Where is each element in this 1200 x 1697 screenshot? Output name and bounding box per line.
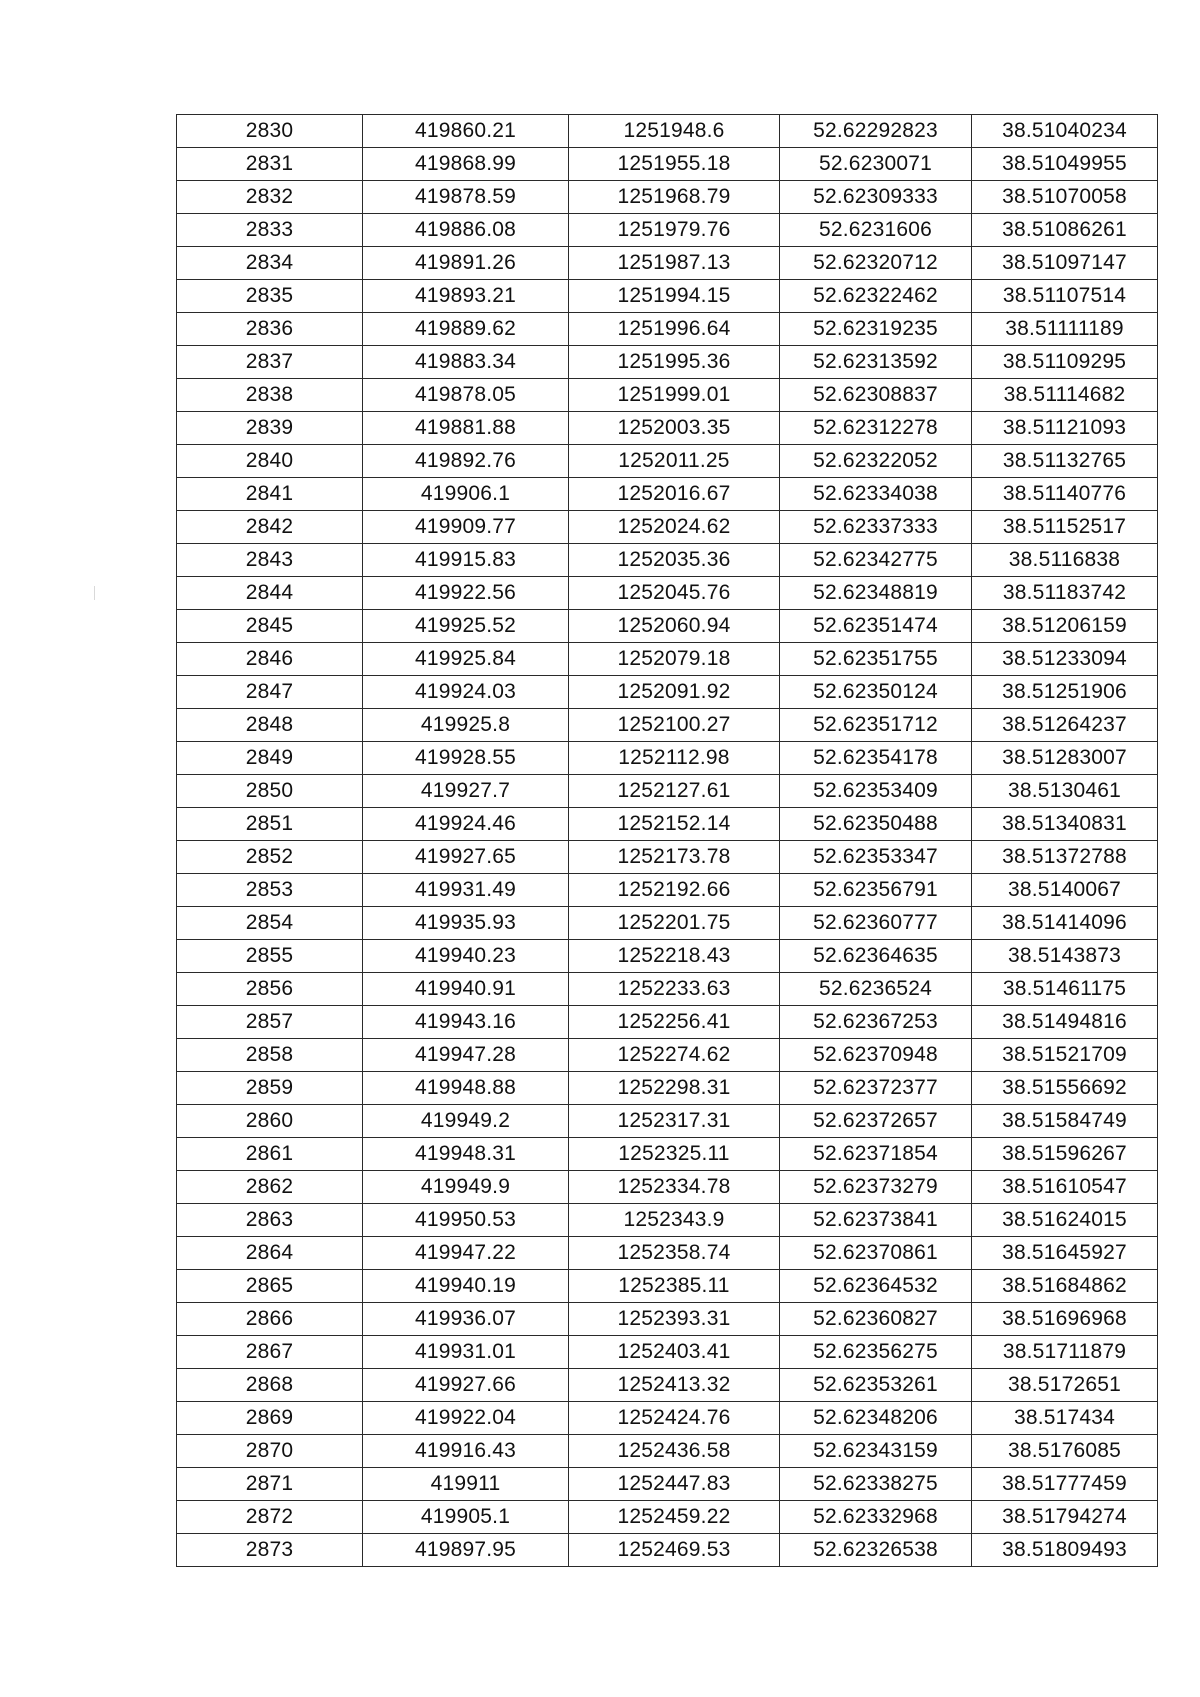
x-coordinate-cell: 419905.1 bbox=[363, 1501, 569, 1534]
point-number-cell: 2864 bbox=[177, 1237, 363, 1270]
point-number-cell: 2845 bbox=[177, 610, 363, 643]
latitude-cell: 52.62353409 bbox=[780, 775, 972, 808]
x-coordinate-cell: 419931.01 bbox=[363, 1336, 569, 1369]
x-coordinate-cell: 419868.99 bbox=[363, 148, 569, 181]
latitude-cell: 52.62360777 bbox=[780, 907, 972, 940]
latitude-cell: 52.62373279 bbox=[780, 1171, 972, 1204]
y-coordinate-cell: 1252274.62 bbox=[569, 1039, 780, 1072]
y-coordinate-cell: 1252060.94 bbox=[569, 610, 780, 643]
point-number-cell: 2854 bbox=[177, 907, 363, 940]
point-number-cell: 2855 bbox=[177, 940, 363, 973]
point-number-cell: 2870 bbox=[177, 1435, 363, 1468]
point-number-cell: 2861 bbox=[177, 1138, 363, 1171]
point-number-cell: 2842 bbox=[177, 511, 363, 544]
y-coordinate-cell: 1252100.27 bbox=[569, 709, 780, 742]
latitude-cell: 52.62309333 bbox=[780, 181, 972, 214]
x-coordinate-cell: 419922.56 bbox=[363, 577, 569, 610]
longitude-cell: 38.5143873 bbox=[972, 940, 1158, 973]
y-coordinate-cell: 1252436.58 bbox=[569, 1435, 780, 1468]
longitude-cell: 38.5176085 bbox=[972, 1435, 1158, 1468]
y-coordinate-cell: 1252256.41 bbox=[569, 1006, 780, 1039]
x-coordinate-cell: 419924.46 bbox=[363, 808, 569, 841]
longitude-cell: 38.517434 bbox=[972, 1402, 1158, 1435]
y-coordinate-cell: 1251996.64 bbox=[569, 313, 780, 346]
table-row bbox=[177, 742, 1158, 775]
latitude-cell: 52.62360827 bbox=[780, 1303, 972, 1336]
y-coordinate-cell: 1252325.11 bbox=[569, 1138, 780, 1171]
table-row bbox=[177, 379, 1158, 412]
latitude-cell: 52.62370861 bbox=[780, 1237, 972, 1270]
latitude-cell: 52.62338275 bbox=[780, 1468, 972, 1501]
point-number-cell: 2844 bbox=[177, 577, 363, 610]
y-coordinate-cell: 1252218.43 bbox=[569, 940, 780, 973]
y-coordinate-cell: 1252045.76 bbox=[569, 577, 780, 610]
x-coordinate-cell: 419860.21 bbox=[363, 115, 569, 148]
latitude-cell: 52.62348819 bbox=[780, 577, 972, 610]
longitude-cell: 38.51114682 bbox=[972, 379, 1158, 412]
point-number-cell: 2858 bbox=[177, 1039, 363, 1072]
latitude-cell: 52.62319235 bbox=[780, 313, 972, 346]
x-coordinate-cell: 419947.22 bbox=[363, 1237, 569, 1270]
longitude-cell: 38.51152517 bbox=[972, 511, 1158, 544]
latitude-cell: 52.62371854 bbox=[780, 1138, 972, 1171]
table-row bbox=[177, 1402, 1158, 1435]
y-coordinate-cell: 1251955.18 bbox=[569, 148, 780, 181]
table-row bbox=[177, 1369, 1158, 1402]
longitude-cell: 38.51264237 bbox=[972, 709, 1158, 742]
latitude-cell: 52.62322462 bbox=[780, 280, 972, 313]
longitude-cell: 38.51696968 bbox=[972, 1303, 1158, 1336]
y-coordinate-cell: 1252334.78 bbox=[569, 1171, 780, 1204]
x-coordinate-cell: 419927.7 bbox=[363, 775, 569, 808]
longitude-cell: 38.51645927 bbox=[972, 1237, 1158, 1270]
point-number-cell: 2871 bbox=[177, 1468, 363, 1501]
longitude-cell: 38.5130461 bbox=[972, 775, 1158, 808]
latitude-cell: 52.62372657 bbox=[780, 1105, 972, 1138]
latitude-cell: 52.62354178 bbox=[780, 742, 972, 775]
table-row bbox=[177, 181, 1158, 214]
x-coordinate-cell: 419935.93 bbox=[363, 907, 569, 940]
latitude-cell: 52.62351712 bbox=[780, 709, 972, 742]
table-row bbox=[177, 1303, 1158, 1336]
x-coordinate-cell: 419911 bbox=[363, 1468, 569, 1501]
y-coordinate-cell: 1252173.78 bbox=[569, 841, 780, 874]
latitude-cell: 52.62353261 bbox=[780, 1369, 972, 1402]
table-row bbox=[177, 1501, 1158, 1534]
table-row bbox=[177, 1138, 1158, 1171]
y-coordinate-cell: 1251948.6 bbox=[569, 115, 780, 148]
latitude-cell: 52.62350488 bbox=[780, 808, 972, 841]
table-row bbox=[177, 247, 1158, 280]
x-coordinate-cell: 419878.59 bbox=[363, 181, 569, 214]
coordinates-table bbox=[176, 114, 1158, 1567]
x-coordinate-cell: 419948.88 bbox=[363, 1072, 569, 1105]
x-coordinate-cell: 419925.8 bbox=[363, 709, 569, 742]
table-row bbox=[177, 874, 1158, 907]
longitude-cell: 38.51777459 bbox=[972, 1468, 1158, 1501]
longitude-cell: 38.51121093 bbox=[972, 412, 1158, 445]
y-coordinate-cell: 1251968.79 bbox=[569, 181, 780, 214]
table-row bbox=[177, 148, 1158, 181]
longitude-cell: 38.51624015 bbox=[972, 1204, 1158, 1237]
point-number-cell: 2869 bbox=[177, 1402, 363, 1435]
x-coordinate-cell: 419943.16 bbox=[363, 1006, 569, 1039]
latitude-cell: 52.62332968 bbox=[780, 1501, 972, 1534]
x-coordinate-cell: 419897.95 bbox=[363, 1534, 569, 1567]
table-row bbox=[177, 1270, 1158, 1303]
longitude-cell: 38.51414096 bbox=[972, 907, 1158, 940]
table-row bbox=[177, 1237, 1158, 1270]
table-row bbox=[177, 412, 1158, 445]
latitude-cell: 52.62364532 bbox=[780, 1270, 972, 1303]
longitude-cell: 38.51340831 bbox=[972, 808, 1158, 841]
y-coordinate-cell: 1252079.18 bbox=[569, 643, 780, 676]
y-coordinate-cell: 1251979.76 bbox=[569, 214, 780, 247]
table-row bbox=[177, 1039, 1158, 1072]
point-number-cell: 2865 bbox=[177, 1270, 363, 1303]
x-coordinate-cell: 419940.19 bbox=[363, 1270, 569, 1303]
y-coordinate-cell: 1251994.15 bbox=[569, 280, 780, 313]
longitude-cell: 38.51596267 bbox=[972, 1138, 1158, 1171]
point-number-cell: 2867 bbox=[177, 1336, 363, 1369]
y-coordinate-cell: 1252016.67 bbox=[569, 478, 780, 511]
latitude-cell: 52.62367253 bbox=[780, 1006, 972, 1039]
table-row bbox=[177, 610, 1158, 643]
point-number-cell: 2843 bbox=[177, 544, 363, 577]
longitude-cell: 38.51140776 bbox=[972, 478, 1158, 511]
longitude-cell: 38.51556692 bbox=[972, 1072, 1158, 1105]
table-row bbox=[177, 907, 1158, 940]
longitude-cell: 38.51809493 bbox=[972, 1534, 1158, 1567]
y-coordinate-cell: 1251995.36 bbox=[569, 346, 780, 379]
latitude-cell: 52.62372377 bbox=[780, 1072, 972, 1105]
y-coordinate-cell: 1252413.32 bbox=[569, 1369, 780, 1402]
point-number-cell: 2841 bbox=[177, 478, 363, 511]
longitude-cell: 38.51070058 bbox=[972, 181, 1158, 214]
longitude-cell: 38.51610547 bbox=[972, 1171, 1158, 1204]
latitude-cell: 52.62351474 bbox=[780, 610, 972, 643]
table-row bbox=[177, 709, 1158, 742]
y-coordinate-cell: 1252343.9 bbox=[569, 1204, 780, 1237]
latitude-cell: 52.6236524 bbox=[780, 973, 972, 1006]
point-number-cell: 2833 bbox=[177, 214, 363, 247]
table-row bbox=[177, 808, 1158, 841]
latitude-cell: 52.62308837 bbox=[780, 379, 972, 412]
x-coordinate-cell: 419893.21 bbox=[363, 280, 569, 313]
x-coordinate-cell: 419883.34 bbox=[363, 346, 569, 379]
table-row bbox=[177, 115, 1158, 148]
longitude-cell: 38.51584749 bbox=[972, 1105, 1158, 1138]
latitude-cell: 52.62373841 bbox=[780, 1204, 972, 1237]
table-row bbox=[177, 973, 1158, 1006]
latitude-cell: 52.62370948 bbox=[780, 1039, 972, 1072]
x-coordinate-cell: 419936.07 bbox=[363, 1303, 569, 1336]
y-coordinate-cell: 1252447.83 bbox=[569, 1468, 780, 1501]
x-coordinate-cell: 419940.23 bbox=[363, 940, 569, 973]
y-coordinate-cell: 1252091.92 bbox=[569, 676, 780, 709]
table-row bbox=[177, 1105, 1158, 1138]
latitude-cell: 52.6231606 bbox=[780, 214, 972, 247]
table-row bbox=[177, 544, 1158, 577]
table-row bbox=[177, 1171, 1158, 1204]
x-coordinate-cell: 419927.66 bbox=[363, 1369, 569, 1402]
point-number-cell: 2832 bbox=[177, 181, 363, 214]
x-coordinate-cell: 419928.55 bbox=[363, 742, 569, 775]
y-coordinate-cell: 1252003.35 bbox=[569, 412, 780, 445]
table-row bbox=[177, 1336, 1158, 1369]
point-number-cell: 2868 bbox=[177, 1369, 363, 1402]
table-row bbox=[177, 214, 1158, 247]
longitude-cell: 38.51086261 bbox=[972, 214, 1158, 247]
longitude-cell: 38.51711879 bbox=[972, 1336, 1158, 1369]
y-coordinate-cell: 1252201.75 bbox=[569, 907, 780, 940]
x-coordinate-cell: 419922.04 bbox=[363, 1402, 569, 1435]
table-row bbox=[177, 1072, 1158, 1105]
point-number-cell: 2834 bbox=[177, 247, 363, 280]
longitude-cell: 38.51794274 bbox=[972, 1501, 1158, 1534]
longitude-cell: 38.51233094 bbox=[972, 643, 1158, 676]
table-row bbox=[177, 280, 1158, 313]
latitude-cell: 52.62334038 bbox=[780, 478, 972, 511]
point-number-cell: 2830 bbox=[177, 115, 363, 148]
y-coordinate-cell: 1252152.14 bbox=[569, 808, 780, 841]
y-coordinate-cell: 1252035.36 bbox=[569, 544, 780, 577]
longitude-cell: 38.51283007 bbox=[972, 742, 1158, 775]
longitude-cell: 38.51109295 bbox=[972, 346, 1158, 379]
latitude-cell: 52.62342775 bbox=[780, 544, 972, 577]
point-number-cell: 2856 bbox=[177, 973, 363, 1006]
y-coordinate-cell: 1252358.74 bbox=[569, 1237, 780, 1270]
point-number-cell: 2862 bbox=[177, 1171, 363, 1204]
point-number-cell: 2835 bbox=[177, 280, 363, 313]
table-row bbox=[177, 445, 1158, 478]
x-coordinate-cell: 419892.76 bbox=[363, 445, 569, 478]
x-coordinate-cell: 419947.28 bbox=[363, 1039, 569, 1072]
y-coordinate-cell: 1252385.11 bbox=[569, 1270, 780, 1303]
point-number-cell: 2838 bbox=[177, 379, 363, 412]
latitude-cell: 52.62313592 bbox=[780, 346, 972, 379]
longitude-cell: 38.51107514 bbox=[972, 280, 1158, 313]
longitude-cell: 38.51206159 bbox=[972, 610, 1158, 643]
latitude-cell: 52.62312278 bbox=[780, 412, 972, 445]
latitude-cell: 52.62292823 bbox=[780, 115, 972, 148]
latitude-cell: 52.6230071 bbox=[780, 148, 972, 181]
longitude-cell: 38.51111189 bbox=[972, 313, 1158, 346]
x-coordinate-cell: 419886.08 bbox=[363, 214, 569, 247]
latitude-cell: 52.62320712 bbox=[780, 247, 972, 280]
table-row bbox=[177, 643, 1158, 676]
point-number-cell: 2848 bbox=[177, 709, 363, 742]
point-number-cell: 2847 bbox=[177, 676, 363, 709]
x-coordinate-cell: 419940.91 bbox=[363, 973, 569, 1006]
point-number-cell: 2863 bbox=[177, 1204, 363, 1237]
point-number-cell: 2837 bbox=[177, 346, 363, 379]
point-number-cell: 2872 bbox=[177, 1501, 363, 1534]
longitude-cell: 38.51183742 bbox=[972, 577, 1158, 610]
longitude-cell: 38.51494816 bbox=[972, 1006, 1158, 1039]
point-number-cell: 2850 bbox=[177, 775, 363, 808]
y-coordinate-cell: 1252127.61 bbox=[569, 775, 780, 808]
scan-artifact-mark bbox=[94, 586, 95, 600]
x-coordinate-cell: 419891.26 bbox=[363, 247, 569, 280]
x-coordinate-cell: 419931.49 bbox=[363, 874, 569, 907]
y-coordinate-cell: 1252424.76 bbox=[569, 1402, 780, 1435]
y-coordinate-cell: 1252233.63 bbox=[569, 973, 780, 1006]
latitude-cell: 52.62351755 bbox=[780, 643, 972, 676]
latitude-cell: 52.62337333 bbox=[780, 511, 972, 544]
table-row bbox=[177, 775, 1158, 808]
x-coordinate-cell: 419906.1 bbox=[363, 478, 569, 511]
y-coordinate-cell: 1252469.53 bbox=[569, 1534, 780, 1567]
latitude-cell: 52.62353347 bbox=[780, 841, 972, 874]
point-number-cell: 2857 bbox=[177, 1006, 363, 1039]
y-coordinate-cell: 1252024.62 bbox=[569, 511, 780, 544]
longitude-cell: 38.5172651 bbox=[972, 1369, 1158, 1402]
x-coordinate-cell: 419924.03 bbox=[363, 676, 569, 709]
x-coordinate-cell: 419949.2 bbox=[363, 1105, 569, 1138]
table-row bbox=[177, 1204, 1158, 1237]
table-row bbox=[177, 577, 1158, 610]
y-coordinate-cell: 1252192.66 bbox=[569, 874, 780, 907]
x-coordinate-cell: 419915.83 bbox=[363, 544, 569, 577]
point-number-cell: 2846 bbox=[177, 643, 363, 676]
table-row bbox=[177, 676, 1158, 709]
longitude-cell: 38.51251906 bbox=[972, 676, 1158, 709]
point-number-cell: 2839 bbox=[177, 412, 363, 445]
table-row bbox=[177, 346, 1158, 379]
table-row bbox=[177, 940, 1158, 973]
longitude-cell: 38.51521709 bbox=[972, 1039, 1158, 1072]
y-coordinate-cell: 1251987.13 bbox=[569, 247, 780, 280]
point-number-cell: 2840 bbox=[177, 445, 363, 478]
x-coordinate-cell: 419925.52 bbox=[363, 610, 569, 643]
x-coordinate-cell: 419881.88 bbox=[363, 412, 569, 445]
y-coordinate-cell: 1252393.31 bbox=[569, 1303, 780, 1336]
y-coordinate-cell: 1252459.22 bbox=[569, 1501, 780, 1534]
latitude-cell: 52.62350124 bbox=[780, 676, 972, 709]
point-number-cell: 2860 bbox=[177, 1105, 363, 1138]
point-number-cell: 2866 bbox=[177, 1303, 363, 1336]
x-coordinate-cell: 419925.84 bbox=[363, 643, 569, 676]
table-row bbox=[177, 1435, 1158, 1468]
y-coordinate-cell: 1252403.41 bbox=[569, 1336, 780, 1369]
table-row bbox=[177, 1534, 1158, 1567]
x-coordinate-cell: 419950.53 bbox=[363, 1204, 569, 1237]
longitude-cell: 38.5140067 bbox=[972, 874, 1158, 907]
y-coordinate-cell: 1252011.25 bbox=[569, 445, 780, 478]
y-coordinate-cell: 1252112.98 bbox=[569, 742, 780, 775]
x-coordinate-cell: 419909.77 bbox=[363, 511, 569, 544]
point-number-cell: 2849 bbox=[177, 742, 363, 775]
table-row bbox=[177, 313, 1158, 346]
latitude-cell: 52.62348206 bbox=[780, 1402, 972, 1435]
latitude-cell: 52.62364635 bbox=[780, 940, 972, 973]
table-row bbox=[177, 1468, 1158, 1501]
y-coordinate-cell: 1252298.31 bbox=[569, 1072, 780, 1105]
longitude-cell: 38.51049955 bbox=[972, 148, 1158, 181]
point-number-cell: 2836 bbox=[177, 313, 363, 346]
longitude-cell: 38.51372788 bbox=[972, 841, 1158, 874]
x-coordinate-cell: 419889.62 bbox=[363, 313, 569, 346]
table-row bbox=[177, 1006, 1158, 1039]
y-coordinate-cell: 1252317.31 bbox=[569, 1105, 780, 1138]
longitude-cell: 38.51040234 bbox=[972, 115, 1158, 148]
x-coordinate-cell: 419948.31 bbox=[363, 1138, 569, 1171]
latitude-cell: 52.62322052 bbox=[780, 445, 972, 478]
x-coordinate-cell: 419916.43 bbox=[363, 1435, 569, 1468]
table-row bbox=[177, 841, 1158, 874]
latitude-cell: 52.62356791 bbox=[780, 874, 972, 907]
point-number-cell: 2852 bbox=[177, 841, 363, 874]
table-row bbox=[177, 478, 1158, 511]
longitude-cell: 38.5116838 bbox=[972, 544, 1158, 577]
x-coordinate-cell: 419927.65 bbox=[363, 841, 569, 874]
latitude-cell: 52.62343159 bbox=[780, 1435, 972, 1468]
point-number-cell: 2859 bbox=[177, 1072, 363, 1105]
point-number-cell: 2853 bbox=[177, 874, 363, 907]
latitude-cell: 52.62326538 bbox=[780, 1534, 972, 1567]
coordinates-table-body bbox=[177, 115, 1158, 1567]
latitude-cell: 52.62356275 bbox=[780, 1336, 972, 1369]
longitude-cell: 38.51097147 bbox=[972, 247, 1158, 280]
point-number-cell: 2831 bbox=[177, 148, 363, 181]
point-number-cell: 2873 bbox=[177, 1534, 363, 1567]
longitude-cell: 38.51132765 bbox=[972, 445, 1158, 478]
table-row bbox=[177, 511, 1158, 544]
point-number-cell: 2851 bbox=[177, 808, 363, 841]
y-coordinate-cell: 1251999.01 bbox=[569, 379, 780, 412]
x-coordinate-cell: 419878.05 bbox=[363, 379, 569, 412]
longitude-cell: 38.51461175 bbox=[972, 973, 1158, 1006]
x-coordinate-cell: 419949.9 bbox=[363, 1171, 569, 1204]
longitude-cell: 38.51684862 bbox=[972, 1270, 1158, 1303]
